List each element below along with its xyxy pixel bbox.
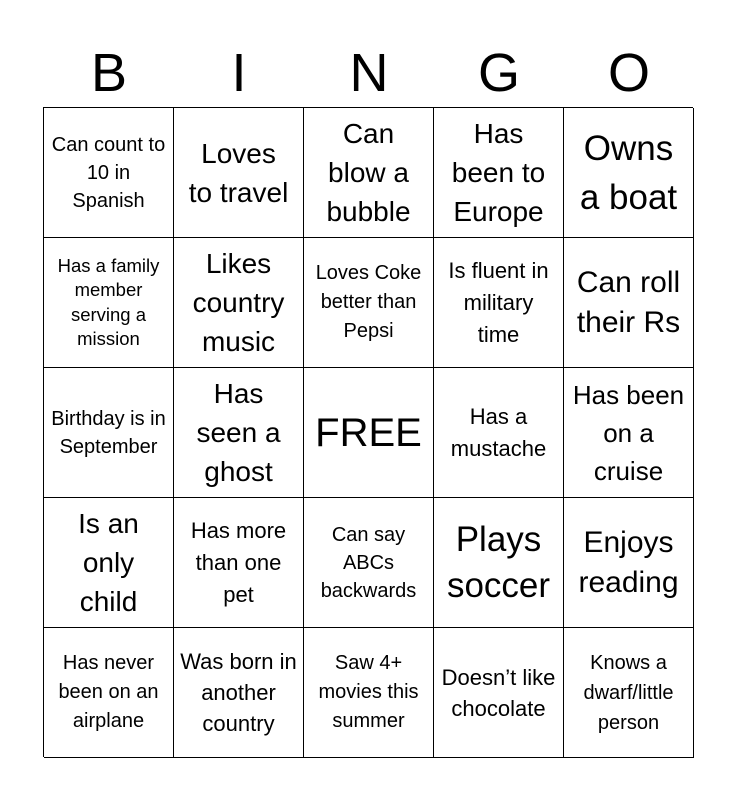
cell-text: Enjoys reading [578,525,679,599]
header-letter-n: N [349,43,389,103]
cell-text: Loves Coke better than Pepsi [315,262,422,342]
bingo-cell-r2c2[interactable] [174,238,304,368]
cell-text: Can say ABCs backwards [320,523,417,602]
header-letter-b: B [90,43,128,103]
cell-text: Saw 4+ movies this summer [318,652,419,732]
cell-text: Birthday is in September [51,407,166,458]
bingo-cell-r3c2[interactable] [174,368,304,498]
bingo-cell-r4c2[interactable] [174,498,304,628]
cell-text: Has been on a cruise [572,379,685,486]
cell-text: Has a family member serving a mission [57,254,160,349]
bingo-cell-r4c5[interactable] [564,498,694,628]
cell-text: Can blow a bubble [326,118,411,227]
bingo-cell-r2c5[interactable] [564,238,694,368]
bingo-cell-r5c3[interactable] [304,628,434,758]
cell-text: Is an only child [78,508,139,617]
bingo-cell-r3c3[interactable] [304,368,434,498]
bingo-cell-r5c5[interactable] [564,628,694,758]
bingo-cell-r5c1[interactable] [44,628,174,758]
header-letter-i: I [231,43,247,103]
cell-text: Is fluent in military time [448,257,549,347]
cell-text: Plays soccer [446,519,551,605]
cell-text: Has more than one pet [190,517,287,607]
bingo-cell-r3c4[interactable] [434,368,564,498]
bingo-cell-r4c3[interactable] [304,498,434,628]
bingo-grid [43,107,693,757]
cell-text: Has been to Europe [451,118,546,227]
bingo-cell-r1c2[interactable] [174,108,304,238]
bingo-cell-r1c4[interactable] [434,108,564,238]
bingo-cell-r3c1[interactable] [44,368,174,498]
cell-text: Has a mustache [450,403,547,461]
bingo-cell-r4c4[interactable] [434,498,564,628]
cell-text: Can roll their Rs [576,265,681,339]
cell-text: Was born in another country [180,649,297,736]
bingo-cell-r4c1[interactable] [44,498,174,628]
bingo-cell-r1c3[interactable] [304,108,434,238]
bingo-cell-r1c5[interactable] [564,108,694,238]
cell-text: Has seen a ghost [196,378,281,487]
cell-text: Doesn’t like chocolate [441,664,556,721]
bingo-cell-r2c3[interactable] [304,238,434,368]
free-space: FREE [315,410,422,455]
bingo-header [44,38,694,108]
header-letter-g: G [477,43,520,103]
bingo-cell-r1c1[interactable] [44,108,174,238]
bingo-cell-r3c5[interactable] [564,368,694,498]
cell-text: Knows a dwarf/little person [583,651,674,734]
bingo-cell-r2c4[interactable] [434,238,564,368]
bingo-cell-r2c1[interactable] [44,238,174,368]
header-letter-o: O [607,43,650,103]
bingo-cell-r5c2[interactable] [174,628,304,758]
cell-text: Can count to 10 in Spanish [51,133,166,212]
cell-text: Likes country music [192,248,285,357]
cell-text: Has never been on an airplane [58,652,159,732]
cell-text: Loves to travel [188,137,289,208]
cell-text: Owns a boat [579,128,678,217]
bingo-cell-r5c4[interactable] [434,628,564,758]
